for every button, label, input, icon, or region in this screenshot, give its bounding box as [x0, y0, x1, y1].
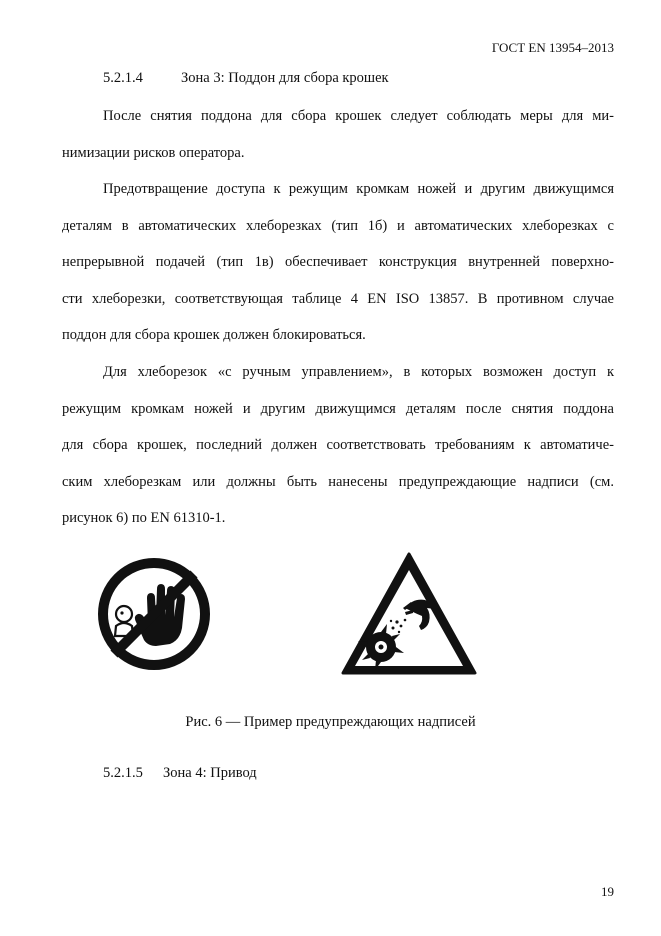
paragraph-line: деталям в автоматических хлеборезках (тип 1б) и автоматических хлеборезках с — [62, 218, 614, 234]
section-title: Зона 3: Поддон для сбора крошек — [181, 70, 389, 86]
paragraph-line: режущим кромкам ножей и другим движущимся деталям после снятия поддона — [62, 401, 614, 417]
paragraph-line: Для хлеборезок «с ручным управлением», в которых возможен доступ к — [103, 364, 614, 380]
section-heading-5-2-1-5 — [103, 765, 257, 782]
figure-caption: Рис. 6 — Пример предупреждающих надписей — [185, 714, 476, 730]
section-title: Зона 4: Привод — [163, 765, 257, 781]
paragraph-line: Предотвращение доступа к режущим кромкам ножей и другим движущимся — [103, 181, 614, 197]
warning-rotating-blade-icon — [339, 550, 479, 678]
section-heading-5-2-1-4 — [103, 70, 389, 87]
paragraph-line: нимизации рисков оператора. — [62, 145, 245, 161]
prohibition-sign-icon — [96, 556, 212, 672]
paragraph-line: ским хлеборезкам или должны быть нанесены предупреждающие надписи (см. — [62, 474, 614, 490]
section-number: 5.2.1.5 — [103, 765, 143, 781]
paragraph-line: поддон для сбора крошек должен блокироваться. — [62, 327, 366, 343]
paragraph-line: для сбора крошек, последний должен соответствовать требованиям к автоматиче- — [62, 437, 614, 453]
page-number: 19 — [601, 884, 614, 899]
section-number: 5.2.1.4 — [103, 70, 143, 86]
page-header-standard: ГОСТ EN 13954–2013 — [491, 40, 614, 55]
paragraph-line: сти хлеборезки, соответствующая таблице 4 EN ISO 13857. В противном случае — [62, 291, 614, 307]
paragraph-line: После снятия поддона для сбора крошек следует соблюдать меры для ми- — [103, 108, 614, 124]
paragraph-line: непрерывной подачей (тип 1в) обеспечивает конструкция внутренней поверхно- — [62, 254, 614, 270]
paragraph-line: рисунок 6) по EN 61310-1. — [62, 510, 226, 526]
